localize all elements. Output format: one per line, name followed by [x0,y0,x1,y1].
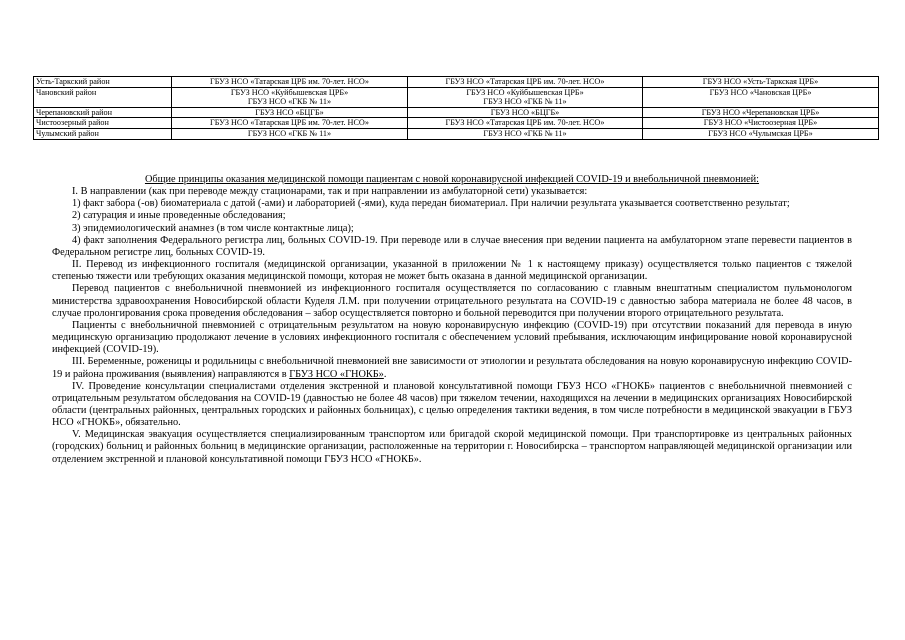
hospital-name: ГБУЗ НСО «ГКБ № 11» [247,128,332,138]
hospital-cell [172,87,408,107]
hospital-name: ГБУЗ НСО «Татарская ЦРБ им. 70-лет. НСО» [210,77,369,86]
hospital-cell [643,77,879,88]
district-cell: Усть-Таркский район [34,77,172,88]
hospital-name: ГБУЗ НСО «Куйбышевская ЦРБ» [466,87,584,97]
paragraph-2: 1) факт забора (-ов) биоматериала с датой (-ами) и лабораторией (-ями), куда передан биоматериал. При наличии результата указывается соответственно результат; [72,198,790,210]
table-row [34,107,879,118]
hospital-name: ГБУЗ НСО «Черепановская ЦРБ» [701,107,820,117]
hospital-name: ГБУЗ НСО «Татарская ЦРБ им. 70-лет. НСО» [445,118,605,128]
hospital-name: ГБУЗ НСО «БЦГБ» [490,107,560,117]
hospital-name: ГБУЗ НСО «Чулымская ЦРБ» [708,128,813,138]
paragraph-10: IV. Проведение консультации специалистами отделения экстренной и плановой консультативной помощи ГБУЗ НСО «ГНОКБ» пациентов с внебольничной пневмонией с отрицательным результатом обследования на COVID-19 (давностью не более 48 часов) при тяжелом течении, находящихся на лечении в медицинских организациях Новосибирской области (центральных районных, центральных городских и районных больницах), с целью определения тактики ведения, в том числе потребности в медицинской эвакуации в ГБУЗ НСО «ГНОКБ», обязательно. [52,380,852,429]
hospital-name: ГБУЗ НСО «Чистоозерная ЦРБ» [703,118,818,128]
paragraph-6: II. Перевод из инфекционного госпиталя (медицинской организации, указанной в приложении № 1 к настоящему приказу) осуществляется только пациентов с тяжелой степенью тяжести или требующих оказания медицинской помощи, которая не может быть оказана в данной медицинской организации. [52,259,852,283]
district-cell: Чистоозерный район [34,118,172,129]
paragraph-8: Пациенты с внебольничной пневмонией с отрицательным результатом на новую коронавирусную инфекцию (COVID-19) при отсутствии показаний для перевода в иную медицинскую организацию продолжают лечение в условиях инфекционного госпиталя с обеспечением условий пребывания, исключающим инфицирование новой коронавирусной инфекцией (COVID-19). [52,319,852,356]
districts-table [33,76,879,140]
table-row [34,77,879,88]
hospital-cell [643,118,879,129]
hospital-cell [643,107,879,118]
hospital-cell [408,77,643,88]
hospital-cell [408,118,643,129]
district-cell: Черепановский район [34,107,172,118]
paragraph-4: 3) эпидемиологический анамнез (в том числе контактные лица); [72,222,354,234]
paragraph-9-text: III. Беременные, роженицы и родильницы с внебольничной пневмонией вне зависимости от этиологии и результата обследования на новую коронавирусную инфекцию COVID-19 и района проживания (выявления) направляются в [52,356,852,380]
hospital-cell [172,107,408,118]
hospital-name: ГБУЗ НСО «Чановская ЦРБ» [709,87,812,97]
paragraph-3: 2) сатурация и иные проведенные обследования; [72,210,286,222]
hospital-name: ГБУЗ НСО «Татарская ЦРБ им. 70-лет. НСО» [210,118,369,128]
table-row [34,118,879,129]
paragraph-1: I. В направлении (как при переводе между стационарами, так и при направлении из амбулаторной сети) указывается: [72,186,588,198]
hospital-name: ГБУЗ НСО «БЦГБ» [255,107,324,117]
hospital-cell [172,118,408,129]
hospital-cell [408,128,643,139]
paragraph-9 [52,356,852,380]
hospital-name: ГБУЗ НСО «Татарская ЦРБ им. 70-лет. НСО» [445,77,605,86]
table-row [34,128,879,139]
hospital-cell [408,107,643,118]
paragraph-5: 4) факт заполнения Федерального регистра лиц, больных COVID-19. При переводе или в случае внесения при ведении пациента на амбулаторном этапе перевести пациентов в Федеральном регистре лиц, больных COVID-19. [52,234,852,258]
hospital-name: ГБУЗ НСО «Куйбышевская ЦРБ» [230,87,349,97]
hospital-name: ГБУЗ НСО «ГКБ № 11» [247,97,332,107]
district-cell: Чановский район [34,87,172,107]
document-body [52,174,852,466]
hospital-cell [172,128,408,139]
hospital-name: ГБУЗ НСО «Усть-Таркская ЦРБ» [702,77,819,86]
hospital-cell [408,87,643,107]
hospital-name: ГБУЗ НСО «ГКБ № 11» [483,128,567,138]
paragraph-9-end: . [383,368,387,380]
district-cell: Чулымский район [34,128,172,139]
hospital-cell [643,128,879,139]
hospital-cell [172,77,408,88]
gnokb-reference: ГБУЗ НСО «ГНОКБ» [289,368,384,380]
section-title: Общие принципы оказания медицинской помощи пациентам с новой коронавирусной инфекцией COVID-19 и внебольничной пневмонией: [144,174,760,185]
paragraph-11: V. Медицинская эвакуация осуществляется специализированным транспортом или бригадой скорой медицинской помощи. При транспортировке из центральных районных (городских) больниц и районных больниц в медицинские организации, расположенные на территории г. Новосибирска – транспортом направляющей медицинской организации или отделением экстренной и плановой консультативной помощи ГБУЗ НСО «ГНОКБ». [52,429,852,465]
paragraph-7: Перевод пациентов с внебольничной пневмонией из инфекционного госпиталя осуществляется по согласованию с главным внештатным специалистом пульмонологом министерства здравоохранения Новосибирской области Куделя Л.М. при получении отрицательного результата на COVID-19 с давностью забора материала не более 48 часов, в случае пролонгирования срока проведения обследования – забор осуществляется повторно и больной переводится при получении второго отрицательного результата. [52,283,852,319]
hospital-cell [643,87,879,107]
table-row [34,87,879,107]
hospital-name: ГБУЗ НСО «ГКБ № 11» [483,97,567,107]
